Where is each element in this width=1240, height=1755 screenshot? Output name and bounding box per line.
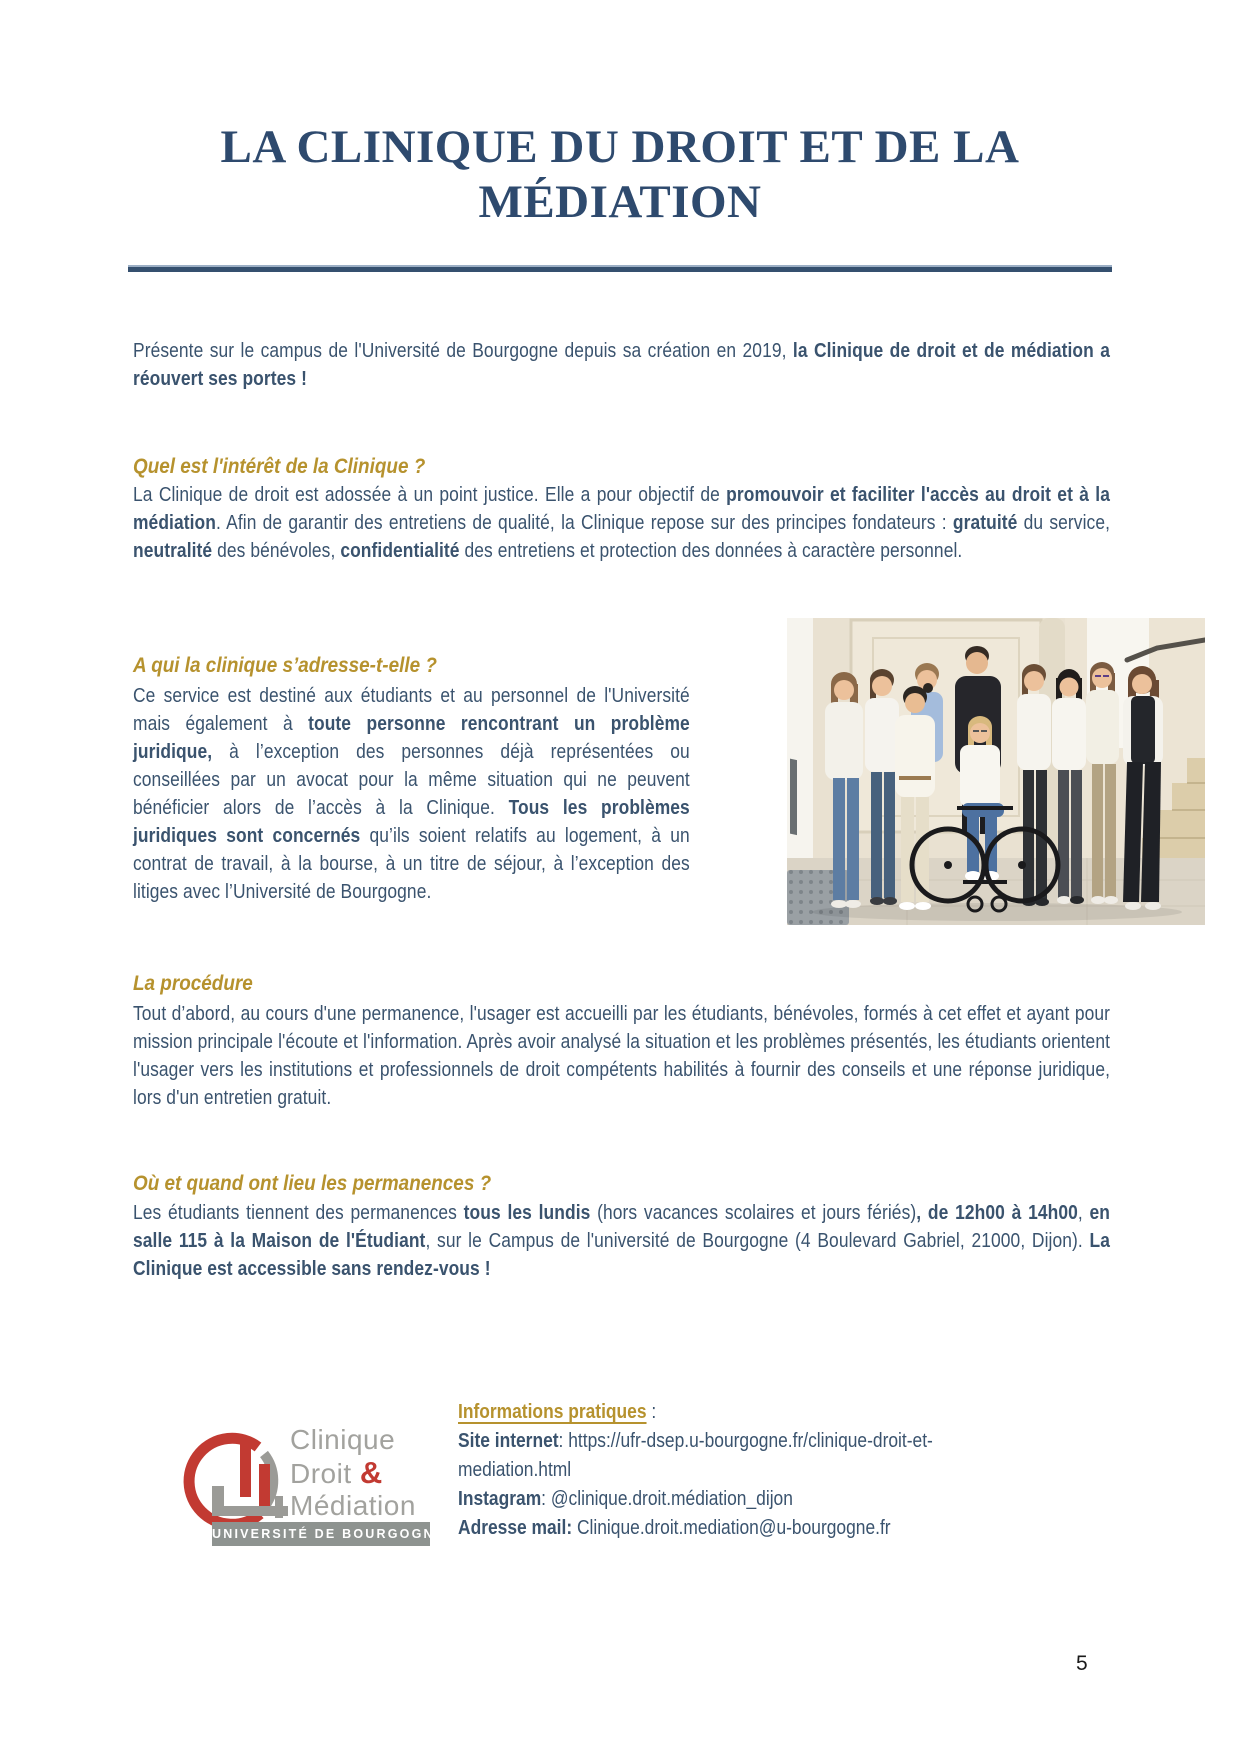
intro-paragraph: Présente sur le campus de l'Université de Bourgogne depuis sa création en 2019, la Clinique de droit et de médiation a réouvert ses portes ! (133, 340, 1111, 390)
info-line-instagram: Instagram: @clinique.droit.médiation_dijon (458, 1488, 793, 1510)
info-value-email: Clinique.droit.mediation@u-bourgogne.fr (576, 1517, 891, 1539)
section-heading-permanences: Où et quand ont lieu les permanences ? (133, 1172, 492, 1195)
info-value-instagram: @clinique.droit.médiation_dijon (550, 1488, 793, 1510)
info-value-website: https://ufr-dsep.u-bourgogne.fr/clinique-droit-et-mediation.html (458, 1430, 933, 1481)
section-body-audience: Ce service est destiné aux étudiants et au personnel de l'Université mais également à toute personne rencontrant un problème juridique, à l’exception des personnes déjà représentées ou conseillées par un avocat pour la même situation qui ne peuvent bénéficier alors de l’accès à la Clinique. Tous les problèmes juridiques sont concernés qu’ils soient relatifs au logement, à un contrat de travail, à la bourse, à un titre de séjour, à l’exception des litiges avec l’Université de Bourgogne. (133, 685, 690, 903)
page-title: LA CLINIQUE DU DROIT ET DE LA MÉDIATION (220, 121, 1020, 228)
section-heading-audience: A qui la clinique s’adresse-t-elle ? (133, 654, 437, 677)
info-heading-colon: : (646, 1401, 657, 1423)
section-heading-procedure: La procédure (133, 972, 253, 995)
section-body-permanences: Les étudiants tiennent des permanences tous les lundis (hors vacances scolaires et jours fériés), de 12h00 à 14h00, en salle 115 à la Maison de l'Étudiant, sur le Campus de l'université de Bourgogne (4 Boulevard Gabriel, 21000, Dijon). La Clinique est accessible sans rendez-vous ! (133, 1202, 1111, 1280)
info-label-instagram: Instagram (458, 1488, 542, 1510)
logo-line-mediation: Médiation (290, 1490, 416, 1521)
info-heading: Informations pratiques (458, 1401, 647, 1423)
clinic-logo-wordmark (290, 1424, 416, 1523)
info-line-email (458, 1514, 1018, 1543)
logo-line-droit: Droit (290, 1457, 352, 1489)
title-divider (128, 265, 1112, 272)
page-number: 5 (1076, 1652, 1088, 1675)
team-photo (787, 618, 1205, 925)
clinic-logo (178, 1422, 450, 1548)
info-label-email: Adresse mail: (458, 1517, 573, 1539)
info-label-website: Site internet (458, 1430, 559, 1452)
section-body-interet: La Clinique de droit est adossée à un point justice. Elle a pour objectif de promouvoir et faciliter l'accès au droit et à la médiation. Afin de garantir des entretiens de qualité, la Clinique repose sur des principes fondateurs : gratuité du service, neutralité des bénévoles, confidentialité des entretiens et protection des données à caractère personnel. (133, 484, 1111, 562)
info-heading-line (458, 1398, 1018, 1427)
section-body-procedure: Tout d’abord, au cours d'une permanence, l'usager est accueilli par les étudiants, bénévoles, formés à cet effet et ayant pour mission principale l'écoute et l'information. Après avoir analysé la situation et les problèmes présentés, les étudiants orientent l'usager vers les institutions et professionnels de droit compétents habilités à fournir des conseils et une réponse juridique, lors d'un entretien gratuit. (133, 1003, 1111, 1109)
logo-line-clinique: Clinique (290, 1424, 396, 1455)
logo-university-banner: UNIVERSITÉ DE BOURGOGNE (212, 1522, 430, 1546)
practical-info-block (458, 1398, 1018, 1543)
logo-ampersand: & (359, 1454, 383, 1490)
section-heading-interet: Quel est l'intérêt de la Clinique ? (133, 455, 426, 478)
info-line-website: Site internet: https://ufr-dsep.u-bourgogne.fr/clinique-droit-et-mediation.html (458, 1430, 933, 1481)
team-photo-graphic (787, 618, 1205, 925)
